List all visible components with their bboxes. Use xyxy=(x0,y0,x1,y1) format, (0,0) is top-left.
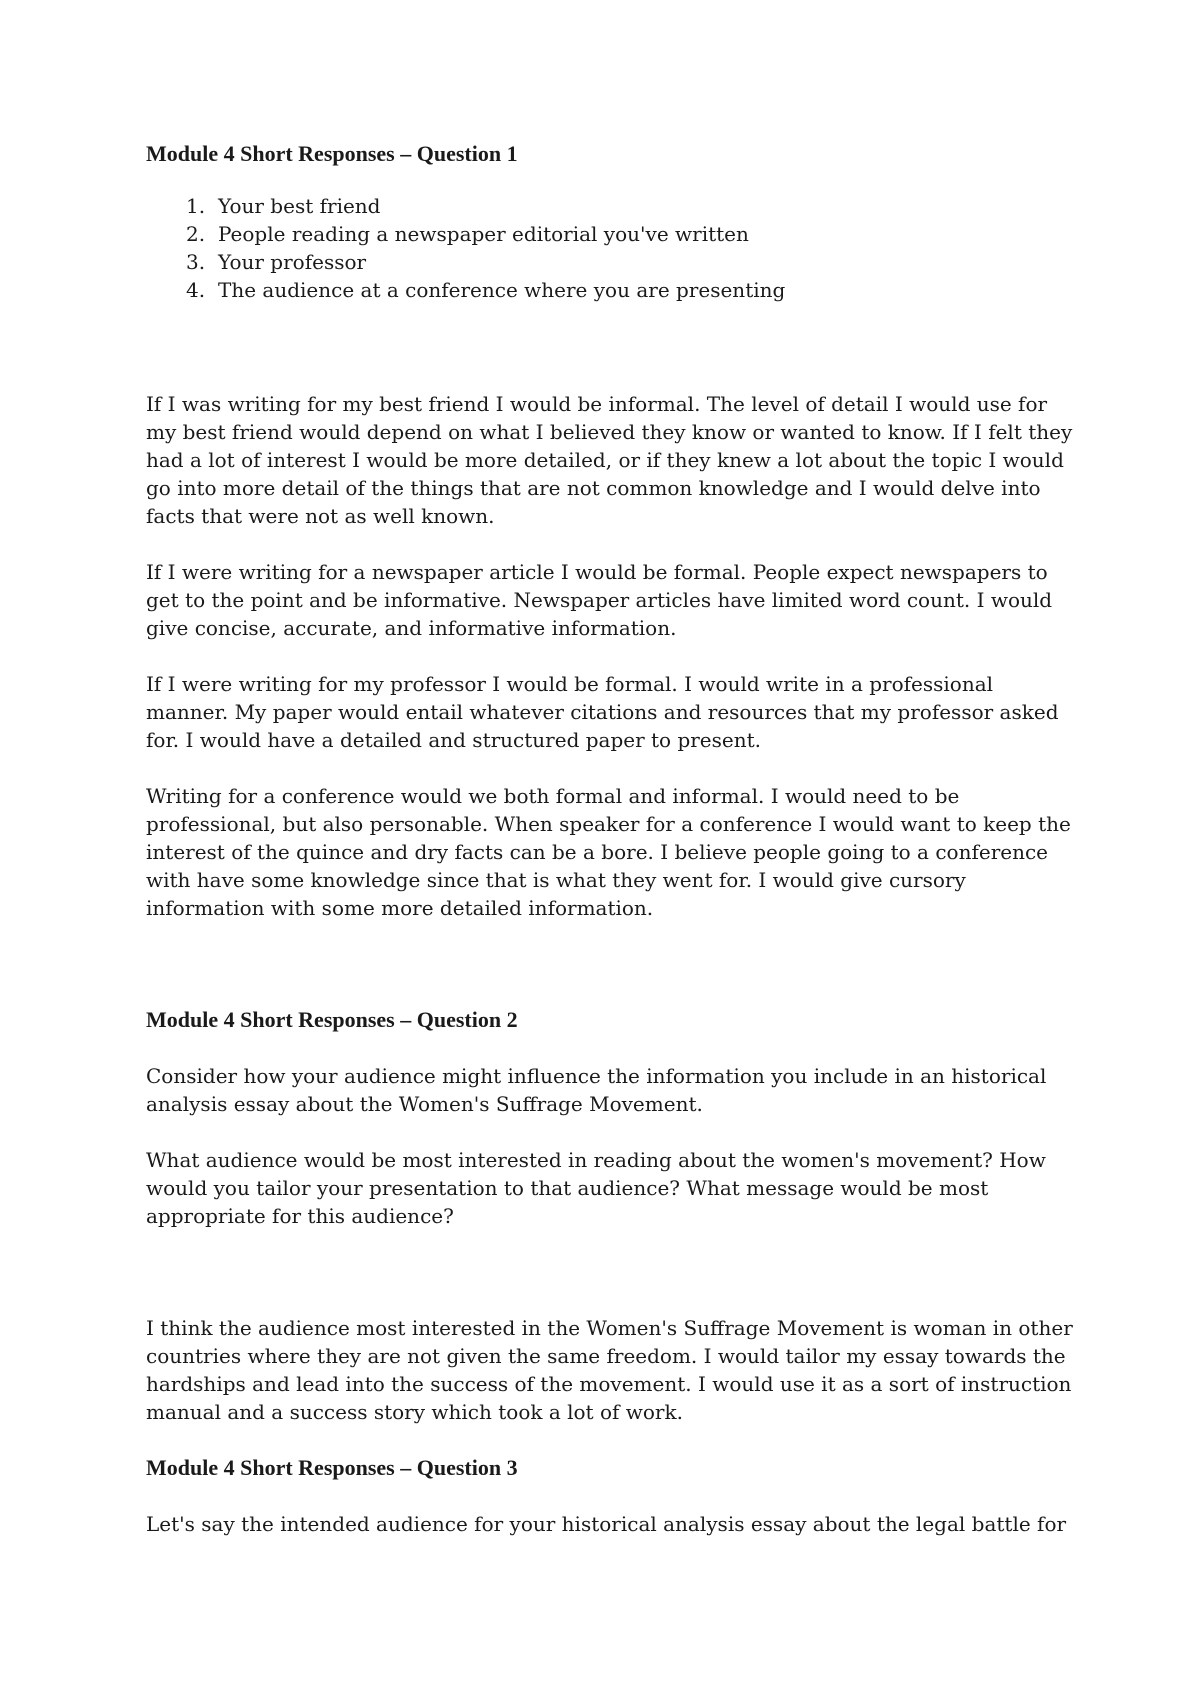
list-item: 4. The audience at a conference where you are presenting xyxy=(186,278,786,302)
list-item-text: The audience at a conference where you are presenting xyxy=(218,278,786,302)
audience-list xyxy=(146,192,1076,304)
question-2-answer: I think the audience most interested in the Women's Suffrage Movement is woman in other countries where they are not given the same freedom. I would tailor my essay towards the hardships and lead into the success of the movement. I would use it as a sort of instruction manual and a success story which took a lot of work. xyxy=(146,1316,1073,1424)
question-3-prompt: Let's say the intended audience for your historical analysis essay about the legal battle for xyxy=(146,1512,1067,1536)
list-item-text: Your best friend xyxy=(218,194,381,218)
question-2-heading: Module 4 Short Responses – Question 2 xyxy=(146,1007,518,1032)
question-2-prompt-1: Consider how your audience might influence the information you include in an historical analysis essay about the Women's Suffrage Movement. xyxy=(146,1064,1047,1116)
list-item: 1. Your best friend xyxy=(186,194,381,218)
list-item: 2. People reading a newspaper editorial you've written xyxy=(186,222,749,246)
question-1-heading: Module 4 Short Responses – Question 1 xyxy=(146,141,518,166)
answer-newspaper: If I were writing for a newspaper article I would be formal. People expect newspapers to get to the point and be informative. Newspaper articles have limited word count. I would give concise, accurate, and informative information. xyxy=(146,560,1053,640)
question-3-heading: Module 4 Short Responses – Question 3 xyxy=(146,1455,518,1480)
list-item-text: Your professor xyxy=(218,250,367,274)
question-2-prompt-2: What audience would be most interested in reading about the women's movement? How would you tailor your presentation to that audience? What message would be most appropriate for this audience? xyxy=(146,1148,1046,1228)
answer-professor: If I were writing for my professor I would be formal. I would write in a professional manner. My paper would entail whatever citations and resources that my professor asked for. I would have a detailed and structured paper to present. xyxy=(146,672,1059,752)
list-item-text: People reading a newspaper editorial you've written xyxy=(218,222,749,246)
answer-best-friend: If I was writing for my best friend I would be informal. The level of detail I would use for my best friend would depend on what I believed they know or wanted to know. If I felt they had a lot of interest I would be more detailed, or if they knew a lot about the topic I would go into more detail of the things that are not common knowledge and I would delve into facts that were not as well known. xyxy=(146,392,1073,528)
answer-conference: Writing for a conference would we both formal and informal. I would need to be professional, but also personable. When speaker for a conference I would want to keep the interest of the quince and dry facts can be a bore. I believe people going to a conference with have some knowledge since that is what they went for. I would give cursory information with some more detailed information. xyxy=(146,784,1071,920)
document-page xyxy=(146,140,1076,1538)
list-item: 3. Your professor xyxy=(186,250,367,274)
